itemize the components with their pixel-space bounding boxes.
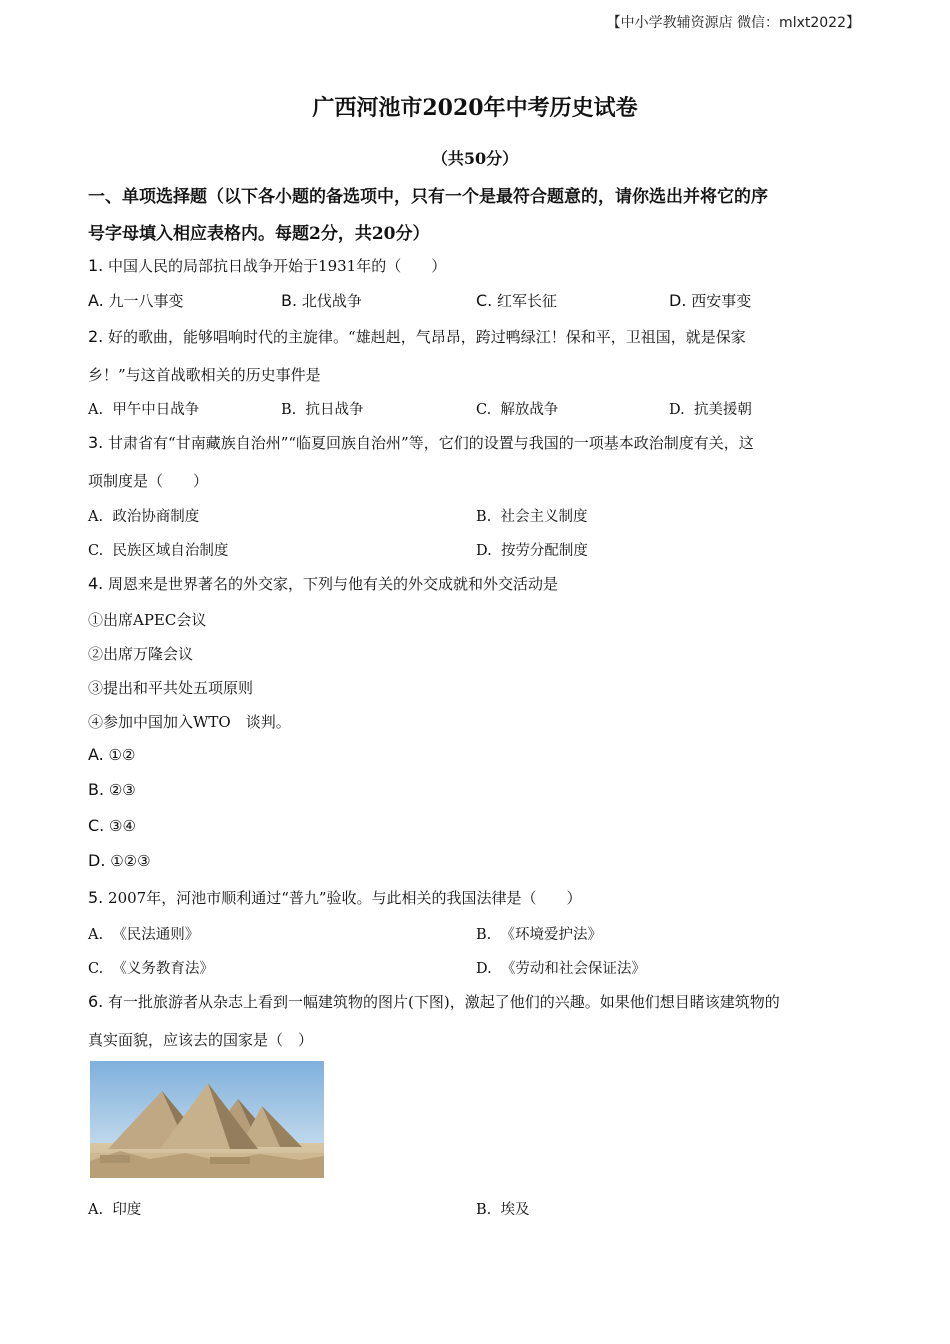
pyramids-illustration (90, 1061, 324, 1178)
question-3-stem-line-2: 项制度是（ ） (88, 472, 209, 490)
option-text: ①② (108, 746, 136, 764)
option-letter: B. (281, 291, 298, 310)
option-text: 北伐战争 (301, 292, 362, 310)
option-letter: A. (88, 927, 104, 943)
option-text: 西安事变 (691, 292, 752, 310)
option-text: 按劳分配制度 (500, 543, 588, 559)
q3-option-c[interactable] (88, 539, 228, 560)
question-6-stem (88, 991, 780, 1012)
q5-option-b[interactable] (476, 923, 602, 944)
option-text: 《环境爱护法》 (500, 927, 602, 943)
question-text: 好的歌曲，能够唱响时代的主旋律。“雄赳赳，气昂昂，跨过鸭绿江！保和平，卫祖国，就是保家 (108, 328, 746, 346)
pyramids-image (90, 1061, 324, 1178)
option-letter: B. (281, 402, 297, 418)
question-1-stem (88, 255, 446, 276)
option-text: 《义务教育法》 (112, 961, 214, 977)
q4-statement-2: ②出席万隆会议 (88, 645, 194, 663)
option-text: 政治协商制度 (112, 509, 200, 525)
q1-option-a[interactable] (88, 290, 184, 311)
question-text: 甘肃省有“甘南藏族自治州”“临夏回族自治州”等，它们的设置与我国的一项基本政治制度有关，这 (108, 434, 754, 452)
option-letter: A. (88, 402, 104, 418)
question-number: 4. (88, 574, 104, 593)
option-letter: D. (669, 291, 687, 310)
q4-statement-3: ③提出和平共处五项原则 (88, 679, 254, 697)
option-letter: A. (88, 509, 104, 525)
option-letter: B. (476, 1202, 492, 1218)
question-number: 3. (88, 433, 104, 452)
section-heading-line-1: 一、单项选择题（以下各小题的备选项中，只有一个是最符合题意的，请你选出并将它的序 (88, 187, 768, 207)
option-text: 解放战争 (500, 402, 559, 418)
option-text: 埃及 (500, 1202, 530, 1218)
option-letter: A. (88, 291, 104, 310)
q5-option-d[interactable] (476, 957, 646, 978)
option-text: 社会主义制度 (500, 509, 588, 525)
section-heading-line-2: 号字母填入相应表格内。每题2分，共20分） (88, 224, 430, 244)
q4-option-d[interactable] (88, 851, 151, 870)
option-text: 抗美援朝 (693, 402, 752, 418)
q3-option-b[interactable] (476, 505, 587, 526)
q4-statement-4: ④参加中国加入WTO 谈判。 (88, 713, 291, 731)
option-text: 甲午中日战争 (112, 402, 200, 418)
q3-option-d[interactable] (476, 539, 588, 560)
option-letter: A. (88, 745, 104, 764)
option-text: ②③ (108, 781, 136, 799)
question-2-stem-line-2: 乡！”与这首战歌相关的历史事件是 (88, 366, 321, 384)
page-title: 广西河池市2020年中考历史试卷 (312, 95, 638, 121)
question-number: 2. (88, 327, 104, 346)
option-letter: C. (476, 291, 493, 310)
option-letter: D. (476, 543, 492, 559)
q6-option-b[interactable] (476, 1198, 529, 1219)
option-letter: C. (88, 543, 104, 559)
question-4-stem (88, 573, 558, 594)
q2-option-c[interactable] (476, 398, 558, 419)
option-letter: D. (476, 961, 492, 977)
q2-option-b[interactable] (281, 398, 363, 419)
option-letter: A. (88, 1202, 104, 1218)
q5-option-a[interactable] (88, 923, 199, 944)
option-text: 九一八事变 (108, 292, 184, 310)
option-text: 民族区域自治制度 (112, 543, 229, 559)
question-number: 1. (88, 256, 104, 275)
q1-option-c[interactable] (476, 290, 557, 311)
q6-option-a[interactable] (88, 1198, 141, 1219)
q1-option-d[interactable] (669, 290, 751, 311)
option-letter: D. (669, 402, 685, 418)
q4-option-c[interactable] (88, 816, 136, 835)
q4-option-b[interactable] (88, 780, 136, 799)
watermark: 【中小学教辅资源店 微信：mlxt2022】 (606, 15, 860, 31)
option-text: 《民法通则》 (112, 927, 200, 943)
option-letter: C. (88, 961, 104, 977)
q3-option-a[interactable] (88, 505, 199, 526)
q4-option-a[interactable] (88, 745, 135, 764)
option-letter: C. (88, 816, 105, 835)
question-3-stem (88, 432, 754, 453)
question-text: 有一批旅游者从杂志上看到一幅建筑物的图片(下图)，激起了他们的兴趣。如果他们想目睹该建筑物的 (108, 993, 780, 1011)
page-subtitle: （共50分） (431, 149, 519, 168)
option-text: 红军长征 (497, 292, 558, 310)
q4-statement-1: ①出席APEC会议 (88, 611, 207, 629)
option-letter: B. (476, 509, 492, 525)
question-2-stem (88, 326, 746, 347)
option-text: ③④ (109, 817, 136, 835)
option-text: 印度 (112, 1202, 142, 1218)
question-6-stem-line-2: 真实面貌，应该去的国家是（ ） (88, 1031, 314, 1049)
question-number: 6. (88, 992, 104, 1011)
question-text: 2007年，河池市顺利通过“普九”验收。与此相关的我国法律是（ ） (108, 889, 582, 907)
q1-option-b[interactable] (281, 290, 362, 311)
question-text: 中国人民的局部抗日战争开始于1931年的（ ） (108, 257, 447, 275)
option-text: 抗日战争 (305, 402, 364, 418)
question-text: 周恩来是世界著名的外交家，下列与他有关的外交成就和外交活动是 (108, 575, 559, 593)
option-letter: B. (88, 780, 105, 799)
q2-option-a[interactable] (88, 398, 199, 419)
question-number: 5. (88, 888, 104, 907)
option-letter: B. (476, 927, 492, 943)
q2-option-d[interactable] (669, 398, 752, 419)
option-letter: D. (88, 851, 106, 870)
option-text: 《劳动和社会保证法》 (500, 961, 646, 977)
q5-option-c[interactable] (88, 957, 214, 978)
option-letter: C. (476, 402, 492, 418)
option-text: ①②③ (110, 852, 151, 870)
question-5-stem (88, 887, 582, 908)
